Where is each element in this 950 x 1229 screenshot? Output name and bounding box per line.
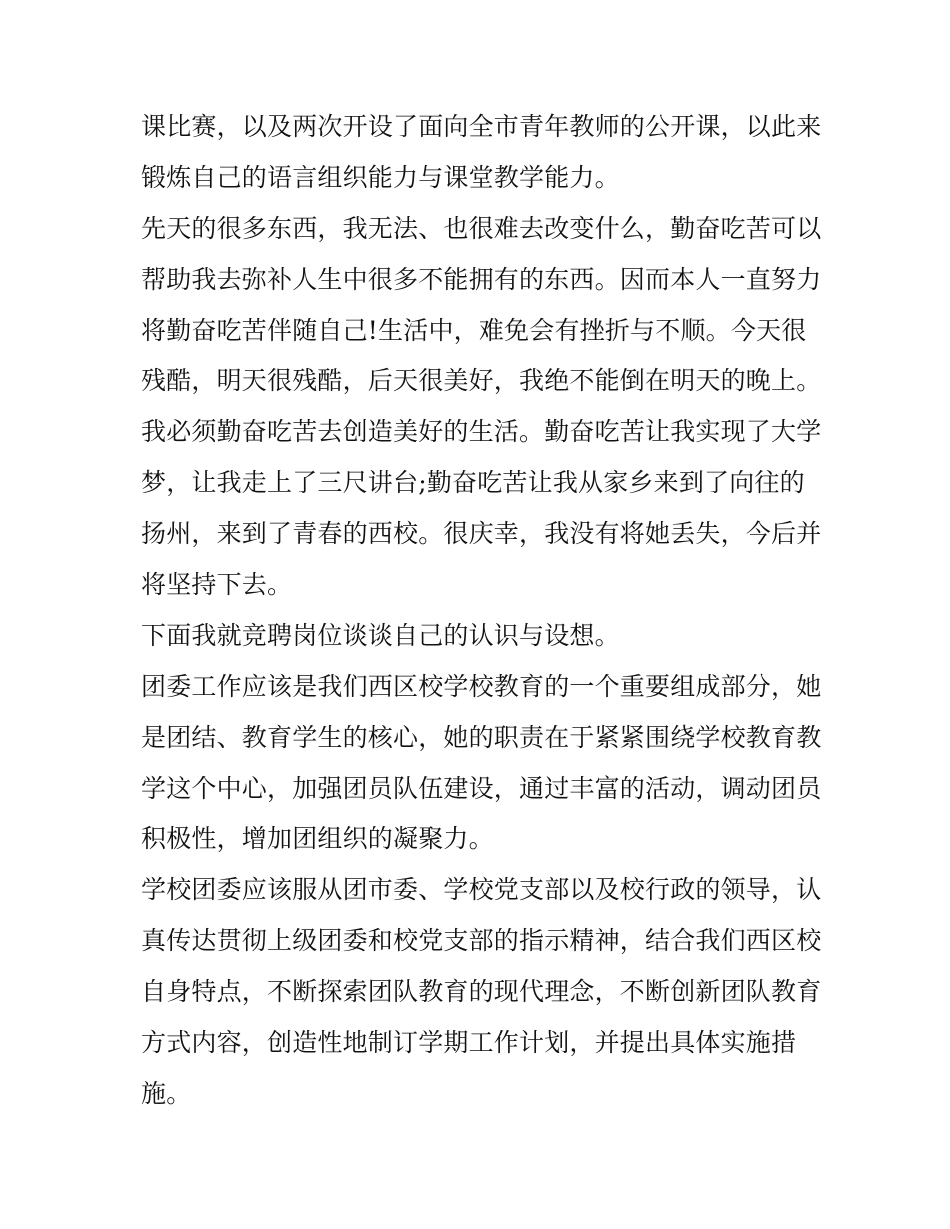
paragraph-line: 真传达贯彻上级团委和校党支部的指示精神，结合我们西区校 xyxy=(141,926,822,956)
paragraph-4 xyxy=(141,662,821,866)
paragraph-3 xyxy=(141,611,821,662)
paragraph-line: 将勤奋吃苦伴随自己!生活中，难免会有挫折与不顺。今天很 xyxy=(141,315,807,345)
paragraph-line: 残酷，明天很残酷，后天很美好，我绝不能倒在明天的晚上。 xyxy=(141,366,822,396)
paragraph-line: 施。 xyxy=(141,1078,192,1108)
document-body xyxy=(141,102,821,1120)
paragraph-2 xyxy=(141,204,821,611)
paragraph-line: 团委工作应该是我们西区校学校教育的一个重要组成部分，她 xyxy=(141,671,822,701)
paragraph-line: 学校团委应该服从团市委、学校党支部以及校行政的领导，认 xyxy=(141,875,822,905)
paragraph-line: 积极性，增加团组织的凝聚力。 xyxy=(141,824,494,854)
paragraph-line: 梦，让我走上了三尺讲台;勤奋吃苦让我从家乡来到了向往的 xyxy=(141,468,805,498)
paragraph-line: 我必须勤奋吃苦去创造美好的生活。勤奋吃苦让我实现了大学 xyxy=(141,417,822,447)
paragraph-line: 下面我就竞聘岗位谈谈自己的认识与设想。 xyxy=(141,620,620,650)
paragraph-line: 课比赛，以及两次开设了面向全市青年教师的公开课，以此来 xyxy=(141,112,822,141)
paragraph-line: 学这个中心，加强团员队伍建设，通过丰富的活动，调动团员 xyxy=(141,773,822,803)
paragraph-line: 是团结、教育学生的核心，她的职责在于紧紧围绕学校教育教 xyxy=(141,722,822,752)
paragraph-line: 方式内容，创造性地制订学期工作计划，并提出具体实施措 xyxy=(141,1028,797,1058)
paragraph-line: 扬州，来到了青春的西校。很庆幸，我没有将她丢失，今后并 xyxy=(141,519,822,549)
paragraph-5 xyxy=(141,865,821,1119)
paragraph-line: 锻炼自己的语言组织能力与课堂教学能力。 xyxy=(141,162,620,192)
paragraph-line: 自身特点，不断探索团队教育的现代理念，不断创新团队教育 xyxy=(141,977,822,1007)
paragraph-line: 帮助我去弥补人生中很多不能拥有的东西。因而本人一直努力 xyxy=(141,264,822,294)
paragraph-1 xyxy=(141,102,821,204)
paragraph-line: 将坚持下去。 xyxy=(141,570,293,600)
paragraph-line: 先天的很多东西，我无法、也很难去改变什么，勤奋吃苦可以 xyxy=(141,213,822,243)
